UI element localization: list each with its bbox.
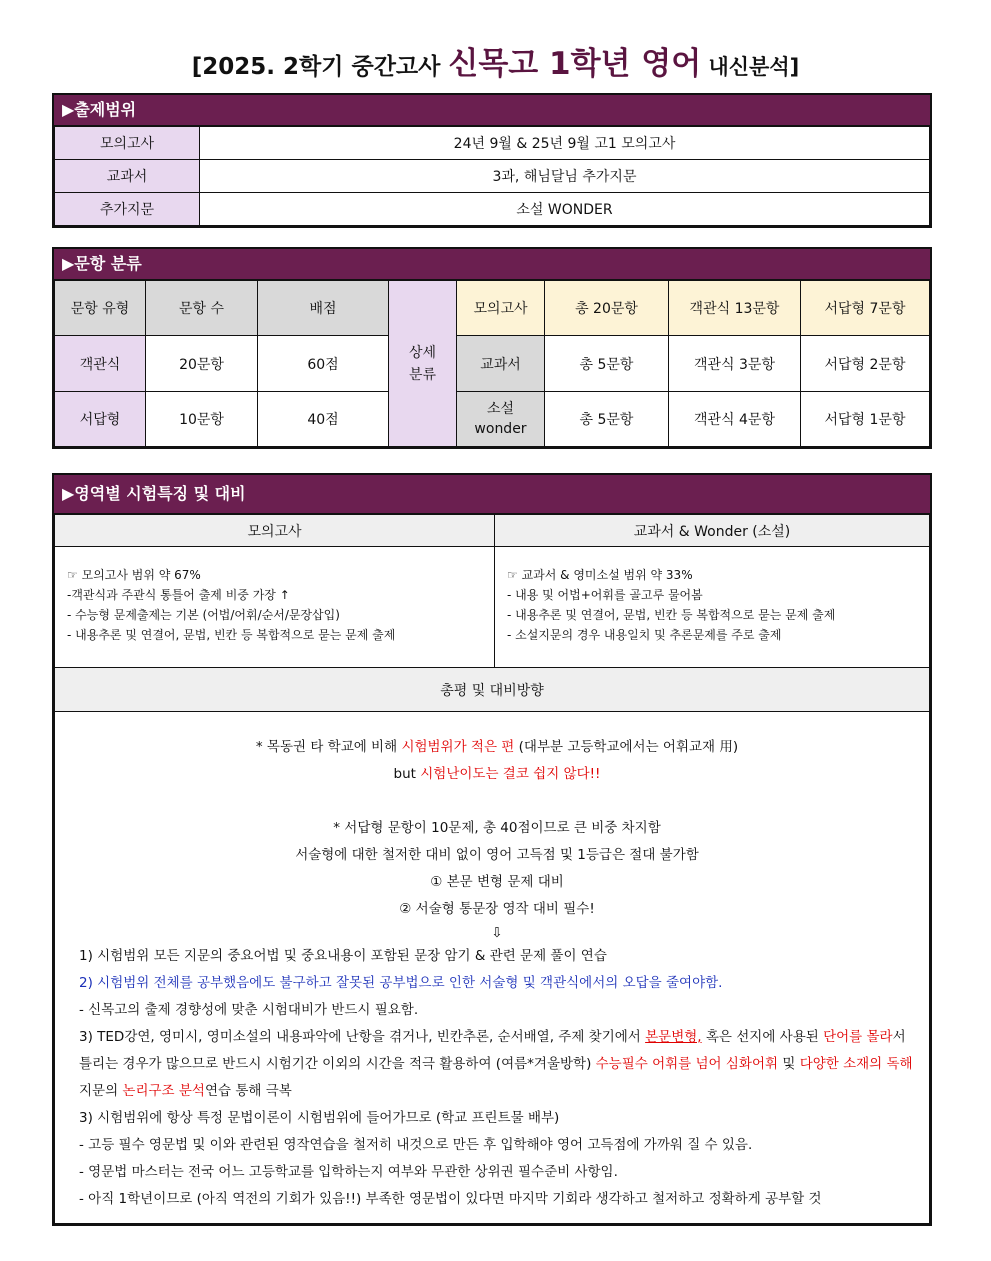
right-title: 교과서 & Wonder (소설) [495, 515, 930, 547]
detail-src: 교과서 [457, 336, 545, 392]
note-line: ☞ 모의고사 범위 약 67% [67, 568, 201, 582]
classify-header: ▶문항 분류 [54, 249, 930, 280]
down-arrow-icon: ⇩ [491, 925, 503, 941]
note-line: - 내용 및 어법+어휘를 골고루 물어봄 [507, 588, 703, 602]
note-line: - 수능형 문제출제는 기본 (어법/어휘/순서/문장삽입) [67, 608, 340, 622]
summary-line: but 시험난이도는 결코 쉽지 않다!! [393, 766, 601, 782]
summary-line: ② 서술형 통문장 영작 대비 필수! [399, 901, 595, 917]
detail-src: 소설 wonder [457, 392, 545, 447]
note-line: - 소설지문의 경우 내용일치 및 추론문제를 주로 출제 [507, 628, 782, 642]
score-cell: 40점 [258, 392, 389, 447]
note-line: ☞ 교과서 & 영미소설 범위 약 33% [507, 568, 693, 582]
scope-row [55, 160, 930, 193]
col-score-header: 배점 [258, 281, 389, 336]
col-type-header: 문항 유형 [55, 281, 146, 336]
title-suffix: 내신분석] [701, 55, 800, 79]
note-line: -객관식과 주관식 통틀어 출제 비중 가장 ↑ [67, 588, 290, 602]
scope-value: 소설 WONDER [200, 193, 930, 226]
scope-label: 모의고사 [55, 127, 200, 160]
classify-table [54, 280, 930, 447]
count-cell: 20문항 [146, 336, 258, 392]
scope-value: 24년 9월 & 25년 9월 고1 모의고사 [200, 127, 930, 160]
plan-line: 1) 시험범위 모든 지문의 중요어법 및 중요내용이 포함된 문장 암기 & 관련 문제 풀이 연습 [79, 948, 607, 964]
type-cell: 서답형 [55, 392, 146, 447]
classify-section [52, 247, 932, 449]
plan-line: - 고등 필수 영문법 및 이와 관련된 영작연습을 철저히 내것으로 만든 후 입학해야 영어 고득점에 가까워 질 수 있음. [79, 1137, 753, 1153]
detail-total: 총 5문항 [545, 392, 669, 447]
detail-obj: 객관식 13문항 [669, 281, 801, 336]
detail-label: 상세 분류 [389, 281, 457, 447]
page-title [0, 38, 991, 83]
features-table [54, 514, 930, 1224]
summary-line: 서술형에 대한 철저한 대비 없이 영어 고득점 및 1등급은 절대 불가함 [295, 847, 699, 863]
title-prefix: [2025. 2학기 중간고사 [191, 54, 449, 80]
detail-sub: 서답형 2문항 [801, 336, 930, 392]
scope-label: 추가지문 [55, 193, 200, 226]
scope-header: ▶출제범위 [54, 95, 930, 126]
detail-sub: 서답형 7문항 [801, 281, 930, 336]
summary-title: 총평 및 대비방향 [55, 668, 930, 712]
detail-src: 모의고사 [457, 281, 545, 336]
summary-line: * 목동권 타 학교에 비해 시험범위가 적은 편 (대부분 고등학교에서는 어휘교재 用) [255, 739, 739, 755]
features-section [52, 473, 932, 1226]
plan-line: 3) 시험범위에 항상 특정 문법이론이 시험범위에 들어가므로 (학교 프린트물 배부) [79, 1110, 560, 1126]
detail-total: 총 20문항 [545, 281, 669, 336]
plan-line: - 신목고의 출제 경향성에 맞춘 시험대비가 반드시 필요함. [79, 1002, 419, 1018]
col-count-header: 문항 수 [146, 281, 258, 336]
note-line: - 내용추론 및 연결어, 문법, 빈칸 등 복합적으로 묻는 문제 출제 [67, 628, 396, 642]
detail-obj: 객관식 3문항 [669, 336, 801, 392]
note-line: - 내용추론 및 연결어, 문법, 빈칸 등 복합적으로 묻는 문제 출제 [507, 608, 836, 622]
plan-line: - 영문법 마스터는 전국 어느 고등학교를 입학하는지 여부와 무관한 상위권 필수준비 사항임. [79, 1164, 618, 1180]
scope-row [55, 127, 930, 160]
count-cell: 10문항 [146, 392, 258, 447]
detail-total: 총 5문항 [545, 336, 669, 392]
summary-line: ① 본문 변형 문제 대비 [430, 874, 564, 890]
detail-obj: 객관식 4문항 [669, 392, 801, 447]
scope-value: 3과, 해님달님 추가지문 [200, 160, 930, 193]
scope-table [54, 126, 930, 226]
type-cell: 객관식 [55, 336, 146, 392]
plan-line: - 아직 1학년이므로 (아직 역전의 기회가 있음!!) 부족한 영문법이 있다면 마지막 기회라 생각하고 철저하고 정확하게 공부할 것 [79, 1191, 822, 1207]
scope-label: 교과서 [55, 160, 200, 193]
left-title: 모의고사 [55, 515, 495, 547]
summary-line: * 서답형 문항이 10문제, 총 40점이므로 큰 비중 차지함 [333, 820, 661, 836]
plan-line: 2) 시험범위 전체를 공부했음에도 불구하고 잘못된 공부법으로 인한 서술형 및 객관식에서의 오답을 줄여야함. [79, 975, 723, 991]
scope-row [55, 193, 930, 226]
title-highlight: 신목고 1학년 영어 [448, 46, 702, 82]
score-cell: 60점 [258, 336, 389, 392]
scope-section [52, 93, 932, 228]
features-header: ▶영역별 시험특징 및 대비 [54, 475, 930, 514]
left-notes [55, 547, 495, 668]
summary-body [55, 712, 930, 1224]
detail-sub: 서답형 1문항 [801, 392, 930, 447]
plan-line: 3) TED강연, 영미시, 영미소설의 내용파악에 난항을 겪거나, 빈칸추론, 순서배열, 주제 찾기에서 본문변형, 혹은 선지에 사용된 단어를 몰라서 틀리는 경우가 많으므로 반드시 시험기간 이외의 시간을 적극 활용하여 (여름*겨울방학) 수능필수 어휘를 넘어 심화어휘 및 다양한 소재의 독해지문의 논리구조 분석연습 통해 극복 [79, 1029, 913, 1099]
right-notes [495, 547, 930, 668]
